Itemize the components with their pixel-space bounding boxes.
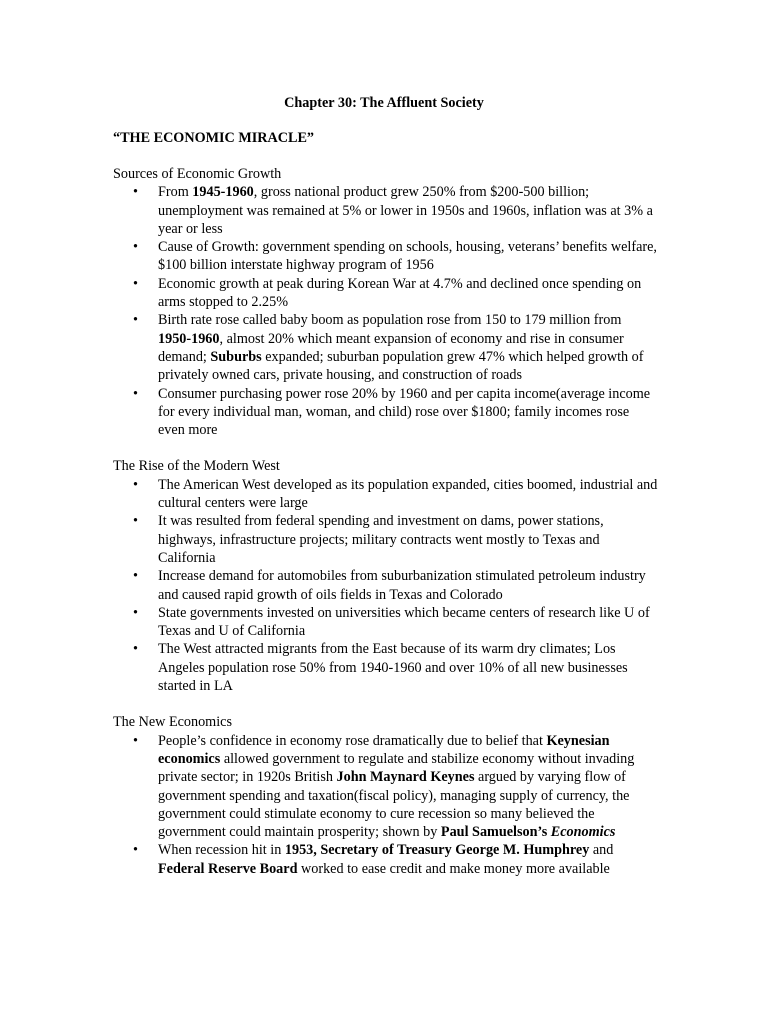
bullet-item [113, 238, 658, 275]
text-run: Keynesian economics [158, 732, 610, 767]
bullet-item [113, 604, 658, 641]
bullet-item [113, 476, 658, 513]
text-run: State governments invested on universities which became centers of research like U of Texas and U of California [158, 604, 650, 640]
text-run: John Maynard Keynes [336, 769, 475, 786]
text-run: expanded; suburban population grew 47% which helped growth of privately owned cars, private housing, and construction of roads [158, 348, 644, 384]
section [113, 713, 658, 878]
bullet-item [113, 311, 658, 384]
bullet-icon: • [133, 732, 138, 749]
text-run: It was resulted from federal spending and investment on dams, power stations, highways, infrastructure projects; military contracts went mostly to Texas and California [158, 513, 604, 566]
bullet-item [113, 841, 658, 878]
bullet-item [113, 512, 658, 567]
bullet-icon: • [133, 513, 138, 530]
text-run: 1950-1960 [158, 330, 220, 347]
text-run: Paul Samuelson’s [440, 824, 548, 841]
text-run: The West attracted migrants from the East because of its warm dry climates; Los Angeles population rose 50% from 1940-1960 and over 10% of all new businesses started in LA [158, 641, 628, 695]
text-run: argued by varying flow of government spending and taxation(fiscal policy), managing supply of currency, the government could stimulate economy to cure recession so many believed the government could maintain prosperity; shown by [158, 769, 630, 841]
text-run: , almost 20% which meant expansion of economy and rise in consumer demand; [158, 330, 624, 365]
section [113, 457, 658, 695]
bullet-item [113, 385, 658, 440]
text-run: The American West developed as its population expanded, cities boomed, industrial and cultural centers were large [158, 476, 658, 512]
bullet-icon: • [133, 476, 138, 493]
text-run: 1953, Secretary of Treasury George M. Humphrey [284, 842, 590, 859]
text-run: Cause of Growth: government spending on schools, housing, veterans’ benefits welfare, $100 billion interstate highway program of 1956 [158, 239, 657, 274]
page-title: Chapter 30: The Affluent Society [284, 95, 484, 111]
bullet-icon: • [133, 184, 138, 201]
document-body [113, 165, 658, 896]
text-run: , gross national product grew 250% from $200-500 billion; unemployment was remained at 5% or lower in 1950s and 1960s, inflation was at 3% a year or less [158, 184, 653, 237]
text-run: Consumer purchasing power rose 20% by 1960 and per capita income(average income for every individual man, woman, and child) rose over $1800; family incomes rose even more [158, 385, 651, 439]
bullet-item [113, 567, 658, 604]
text-run: worked to ease credit and make money more available [297, 860, 610, 877]
section [113, 165, 658, 439]
bullet-list [113, 183, 658, 439]
text-run: Federal Reserve Board [158, 860, 298, 877]
bullet-icon: • [133, 842, 138, 859]
text-run: 1945-1960 [192, 184, 254, 201]
bullet-item [113, 275, 658, 312]
bullet-icon: • [133, 312, 138, 329]
text-run: Suburbs [210, 348, 262, 365]
bullet-icon: • [133, 239, 138, 256]
bullet-list [113, 732, 658, 878]
bullet-icon: • [133, 604, 138, 621]
bullet-item [113, 732, 658, 842]
text-run: When recession hit in [158, 842, 285, 859]
bullet-icon: • [133, 385, 138, 402]
text-run: People’s confidence in economy rose dramatically due to belief that [158, 732, 547, 749]
text-run: From [158, 184, 193, 201]
bullet-icon: • [133, 641, 138, 658]
text-run: Economics [550, 824, 616, 841]
bullet-item [113, 640, 658, 695]
section-title: The New Economics [113, 714, 232, 731]
bullet-icon: • [133, 275, 138, 292]
section-title: Sources of Economic Growth [113, 166, 282, 182]
text-run: Birth rate rose called baby boom as population rose from 150 to 179 million from [158, 312, 622, 329]
text-run: allowed government to regulate and stabilize economy without invading private sector; in 1920s British [158, 750, 635, 786]
text-run: Economic growth at peak during Korean War at 4.7% and declined once spending on arms stopped to 2.25% [158, 275, 642, 311]
text-run: and [589, 842, 614, 859]
section-heading: “THE ECONOMIC MIRACLE” [113, 130, 315, 146]
bullet-list [113, 476, 658, 696]
bullet-icon: • [133, 568, 138, 585]
section-title: The Rise of the Modern West [113, 458, 280, 475]
text-run: Increase demand for automobiles from suburbanization stimulated petroleum industry and caused rapid growth of oils fields in Texas and Colorado [158, 568, 646, 603]
bullet-item [113, 183, 658, 238]
